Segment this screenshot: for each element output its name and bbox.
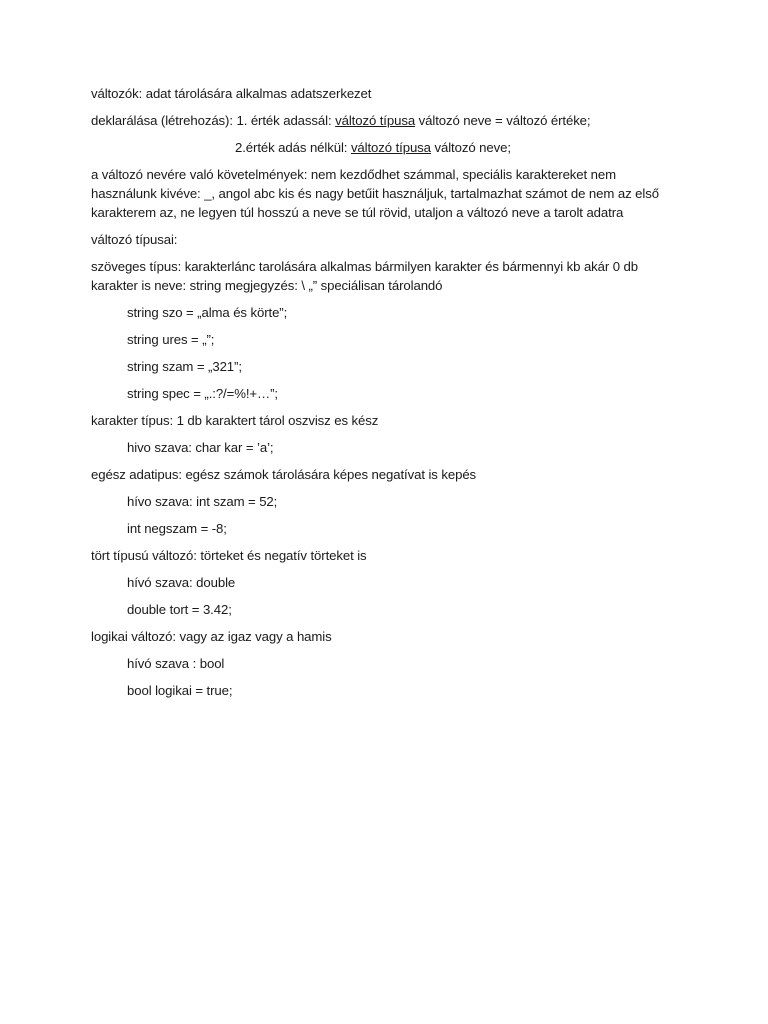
naming-rules-line-2: használunk kivéve: _, angol abc kis és nagy betűit használjuk, tartalmazhat számot de nem az első (91, 186, 659, 201)
paragraph-bool-type: logikai változó: vagy az igaz vagy a hamis (91, 629, 332, 644)
declaration-underlined-type: változó típusa (335, 113, 416, 128)
naming-rules-line-3: karakterem az, ne legyen túl hosszú a neve se túl rövid, utaljon a változó neve a tarolt adatra (91, 205, 624, 220)
code-string-szo: string szo = „alma és körte”; (127, 305, 288, 320)
string-type-line-1: szöveges típus: karakterlánc tarolására alkalmas bármilyen karakter és bármennyi kb akár 0 db (91, 259, 639, 274)
code-string-spec: string spec = „.:?/=%!+…”; (127, 386, 278, 401)
declaration-text-after: változó neve = változó értéke; (415, 113, 591, 128)
code-double-keyword: hívó szava: double (127, 575, 236, 590)
paragraph-variables-definition: változók: adat tárolására alkalmas adatszerkezet (91, 86, 372, 101)
code-double-tort: double tort = 3.42; (127, 602, 232, 617)
paragraph-char-type: karakter típus: 1 db karaktert tárol oszvisz es kész (91, 413, 379, 428)
paragraph-declaration-no-value (91, 138, 691, 157)
paragraph-double-type: tört típusú változó: törteket és negatív törteket is (91, 548, 367, 563)
naming-rules-line-1: a változó nevére való követelmények: nem kezdődhet számmal, speciális karaktereket nem (91, 167, 617, 182)
document-body (91, 84, 691, 708)
code-bool-keyword: hívó szava : bool (127, 656, 225, 671)
string-type-line-2: karakter is neve: string megjegyzés: \ „” speciálisan tárolandó (91, 278, 443, 293)
code-char-kar: hivo szava: char kar = ’a’; (127, 440, 274, 455)
code-int-szam: hívo szava: int szam = 52; (127, 494, 278, 509)
code-string-szam: string szam = „321”; (127, 359, 242, 374)
code-int-negszam: int negszam = -8; (127, 521, 227, 536)
paragraph-declaration (91, 111, 691, 130)
paragraph-variable-types-heading: változó típusai: (91, 232, 178, 247)
code-bool-logikai: bool logikai = true; (127, 683, 233, 698)
no-value-text-before: 2.érték adás nélkül: (235, 140, 351, 155)
paragraph-int-type: egész adatipus: egész számok tárolására képes negatívat is kepés (91, 467, 477, 482)
no-value-text-after: változó neve; (430, 140, 511, 155)
declaration-text-before: deklarálása (létrehozás): 1. érték adassál: (91, 113, 336, 128)
paragraph-string-type (91, 257, 691, 295)
paragraph-naming-rules (91, 165, 691, 222)
code-string-ures: string ures = „”; (127, 332, 215, 347)
no-value-underlined-type: változó típusa (350, 140, 431, 155)
